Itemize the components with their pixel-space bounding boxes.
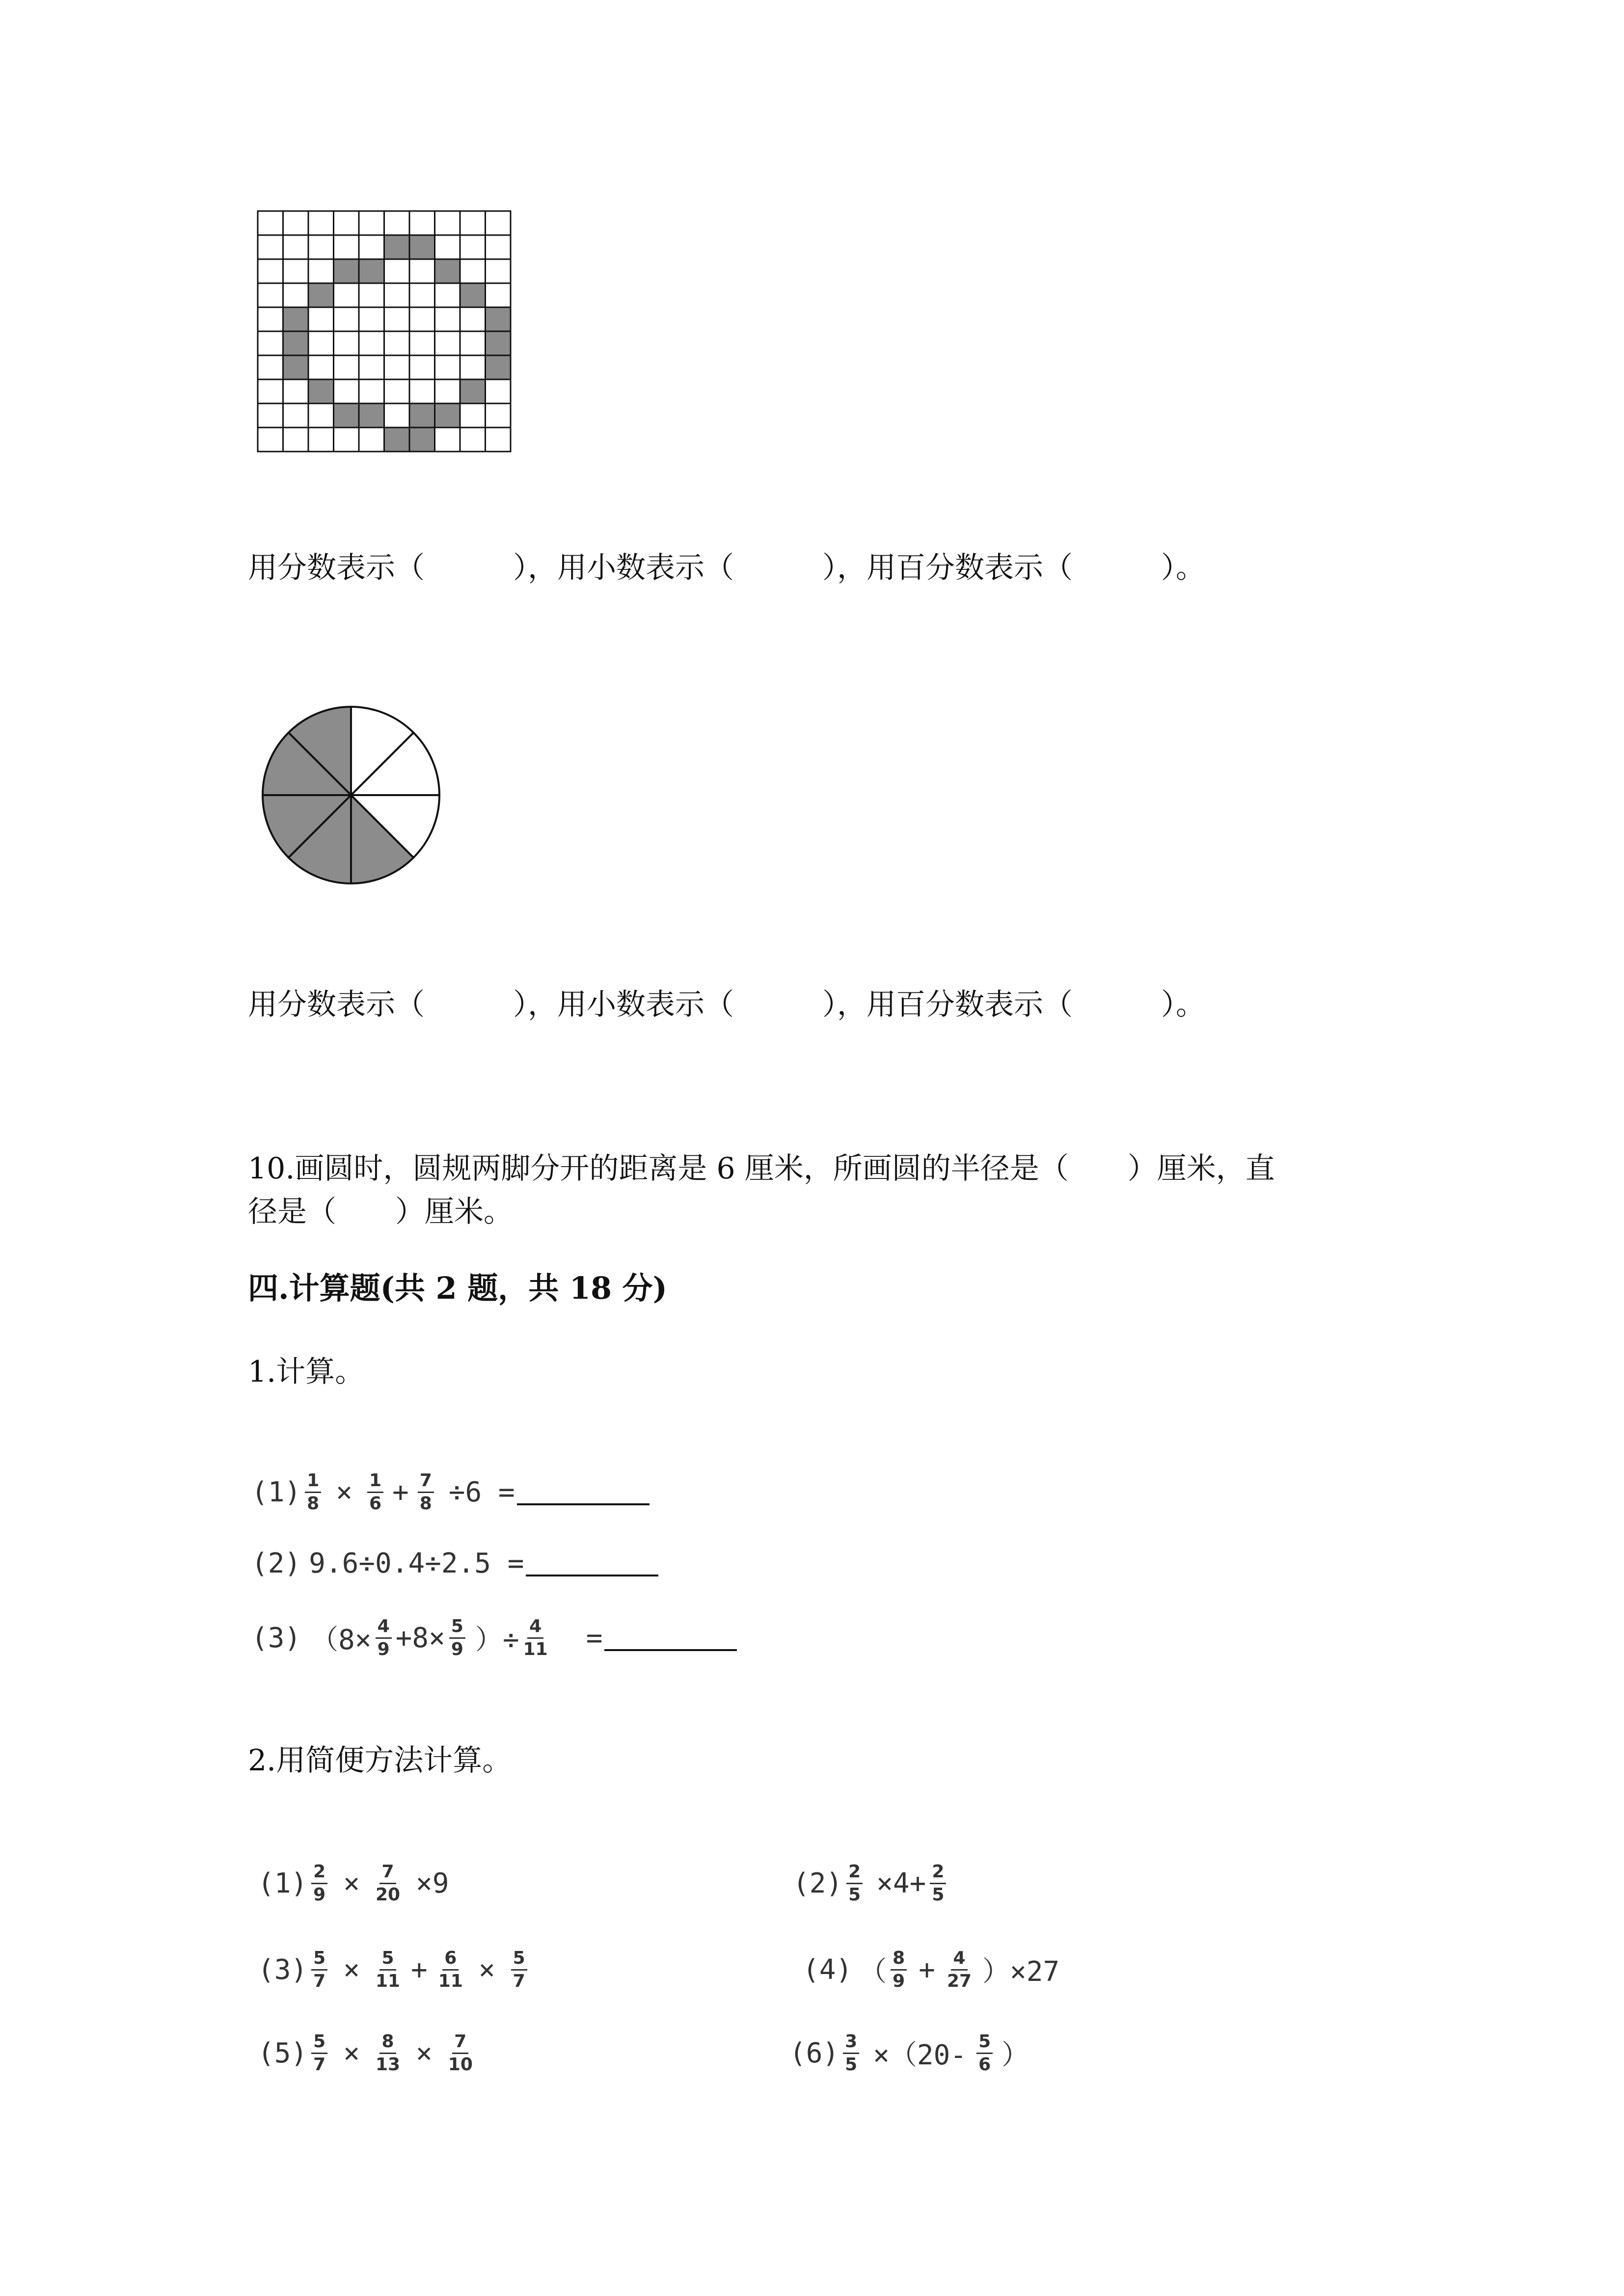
grid-cell [359,355,384,379]
question-circle-fraction: 用分数表示（ ），用小数表示（ ），用百分数表示（ ）。 [248,988,1205,1022]
item-label: (5) [258,2037,308,2069]
item-label: (2) [793,1867,843,1899]
grid-cell [308,259,334,283]
grid-cell [384,283,410,307]
fraction: $\frac{8}{13}$ [375,2031,401,2075]
operator: + [411,1953,428,1986]
grid-cell [460,403,486,427]
grid-cell [283,427,309,452]
q1-item-3 [251,1611,737,1665]
grid-cell [308,235,334,259]
grid-cell [359,331,384,355]
grid-cell [359,211,384,235]
q2-item-6 [789,2026,1029,2080]
grid-cell [308,403,334,427]
expression-part: （8× [311,1624,372,1656]
question-10-line1: 10.画圆时，圆规两脚分开的距离是 6 厘米，所画圆的半径是（ ）厘米，直 [248,1151,1275,1186]
expression-tail: ÷6 = [448,1476,515,1508]
grid-cell [359,427,384,452]
fraction: $\frac{5}{7}$ [311,2032,327,2075]
q2-item-4 [803,1943,1059,1997]
q1-title: 1.计算。 [248,1355,365,1389]
grid-cell [359,307,384,331]
grid-cell [460,211,486,235]
grid-cell [435,331,460,355]
grid-cell-shaded [460,283,486,307]
grid-cell [435,211,460,235]
grid-cell [308,307,334,331]
grid-cell [334,211,359,235]
grid-cell [334,355,359,379]
grid-cell [460,355,486,379]
grid-cell-shaded [283,331,309,355]
question-grid-fraction: 用分数表示（ ），用小数表示（ ），用百分数表示（ ）。 [248,551,1205,585]
grid-cell [435,307,460,331]
grid-cell [384,379,410,403]
fraction: $\frac{2}{5}$ [930,1862,946,1905]
grid-cell [283,211,309,235]
item-label: (1) [251,1476,301,1508]
grid-cell-shaded [283,355,309,379]
grid-cell [283,283,309,307]
circle-figure [258,702,444,888]
fraction: $\frac{2}{9}$ [311,1862,327,1905]
grid-cell [258,427,283,452]
grid-cell [359,235,384,259]
grid-figure [255,209,513,454]
grid-cell [384,211,410,235]
grid-cell [460,307,486,331]
fraction: $\frac{5}{11}$ [375,1948,401,1991]
expression-part: （ [859,1956,887,1988]
grid-cell [359,379,384,403]
grid-cell [409,211,435,235]
operator: ×（20- [873,2039,967,2071]
fraction: $\frac{4}{11}$ [523,1616,548,1659]
grid-cell [308,211,334,235]
grid-cell [334,307,359,331]
fraction: $\frac{7}{8}$ [418,1471,434,1514]
grid-cell [486,211,511,235]
grid-cell-shaded [308,283,334,307]
q2-title: 2.用简便方法计算。 [248,1743,512,1778]
answer-blank[interactable] [517,1479,650,1505]
equals-sign: = [586,1622,603,1654]
fraction: $\frac{6}{11}$ [438,1948,463,1991]
grid-cell [435,283,460,307]
grid-cell-shaded [435,259,460,283]
grid-cell [258,259,283,283]
grid-cell [359,283,384,307]
operator: × [343,1867,360,1899]
grid-cell-shaded [384,235,410,259]
q2-item-1 [258,1856,449,1910]
q2-item-2 [793,1856,950,1910]
grid-cell-shaded [384,427,410,452]
item-label: (3) [258,1953,308,1986]
grid-cell [308,355,334,379]
expression-tail: ）×27 [982,1956,1060,1988]
answer-blank[interactable] [526,1550,658,1576]
grid-cell [258,283,283,307]
grid-cell [486,259,511,283]
grid-cell [308,331,334,355]
grid-cell-shaded [283,307,309,331]
item-label: (6) [789,2037,839,2069]
grid-cell [334,235,359,259]
grid-cell [460,259,486,283]
fraction: $\frac{2}{5}$ [846,1862,863,1905]
operator: + [919,1953,935,1986]
grid-cell [384,331,410,355]
fraction: $\frac{5}{7}$ [511,1949,527,1991]
grid-cell [435,355,460,379]
operator: × [343,1953,360,1986]
grid-cell-shaded [334,259,359,283]
grid-cell [258,379,283,403]
grid-cell [283,259,309,283]
grid-cell [334,379,359,403]
grid-cell-shaded [409,427,435,452]
grid-cell [409,355,435,379]
grid-cell [258,403,283,427]
grid-cell [334,283,359,307]
fraction: $\frac{4}{9}$ [376,1617,392,1659]
grid-cell-shaded [308,379,334,403]
answer-blank[interactable] [604,1625,737,1651]
fraction: $\frac{7}{10}$ [448,2031,473,2075]
item-label: (2) [251,1547,301,1579]
grid-cell-shaded [486,307,511,331]
fraction: $\frac{5}{7}$ [311,1949,327,1991]
operator: × [343,2037,360,2069]
grid-cell-shaded [334,403,359,427]
q2-item-5 [258,2026,477,2080]
expression-part: +8× [395,1622,445,1654]
expression-part: ）÷ [475,1624,519,1656]
grid-cell [409,331,435,355]
grid-cell [409,379,435,403]
grid-cell-shaded [486,331,511,355]
grid-cell [435,235,460,259]
grid-cell [409,283,435,307]
grid-cell-shaded [359,403,384,427]
operator: ×4+ [876,1867,926,1899]
fraction: $\frac{8}{9}$ [891,1949,907,1991]
expression-tail: ×9 [416,1867,449,1899]
section-4-title: 四.计算题(共 2 题，共 18 分) [248,1270,668,1306]
grid-cell [258,235,283,259]
grid-cell [258,355,283,379]
grid-cell [334,427,359,452]
grid-cell [384,259,410,283]
grid-cell [283,403,309,427]
q2-item-3 [258,1943,531,1997]
grid-cell [460,331,486,355]
fraction: $\frac{1}{8}$ [305,1471,321,1514]
question-10-line2: 径是（ ）厘米。 [248,1195,513,1229]
grid-cell [486,403,511,427]
operator: + [392,1476,409,1508]
grid-cell [435,379,460,403]
grid-cell-shaded [435,403,460,427]
item-label: (4) [803,1953,853,1986]
expression-tail: ） [1001,2039,1029,2071]
fraction: $\frac{4}{27}$ [947,1948,972,1991]
grid-cell [258,307,283,331]
q1-item-2 [251,1539,658,1588]
grid-cell [409,259,435,283]
grid-cell [460,235,486,259]
grid-cell [258,331,283,355]
fraction: $\frac{3}{5}$ [843,2032,859,2075]
grid-cell [308,427,334,452]
grid-cell [283,235,309,259]
fraction: $\frac{5}{6}$ [976,2032,993,2075]
grid-cell [486,235,511,259]
grid-cell [460,427,486,452]
fraction: $\frac{5}{9}$ [449,1617,465,1659]
fraction: $\frac{7}{20}$ [375,1861,401,1905]
q1-item-1 [251,1465,650,1519]
grid-cell-shaded [460,379,486,403]
grid-cell [384,307,410,331]
grid-cell [384,355,410,379]
grid-cell [334,331,359,355]
operator: × [478,1953,495,1986]
grid-cell-shaded [409,403,435,427]
grid-cell [409,307,435,331]
item-label: (3) [251,1622,301,1654]
grid-cell [486,283,511,307]
grid-cell-shaded [486,355,511,379]
grid-cell-shaded [409,235,435,259]
grid-cell [486,427,511,452]
grid-cell [258,211,283,235]
grid-cell [435,427,460,452]
grid-cell [486,379,511,403]
fraction: $\frac{1}{6}$ [367,1471,383,1514]
operator: × [336,1476,352,1508]
grid-cell-shaded [359,259,384,283]
expression: 9.6÷0.4÷2.5 = [309,1547,524,1579]
grid-cell [384,403,410,427]
grid-cell [283,379,309,403]
item-label: (1) [258,1867,308,1899]
operator: × [416,2037,433,2069]
